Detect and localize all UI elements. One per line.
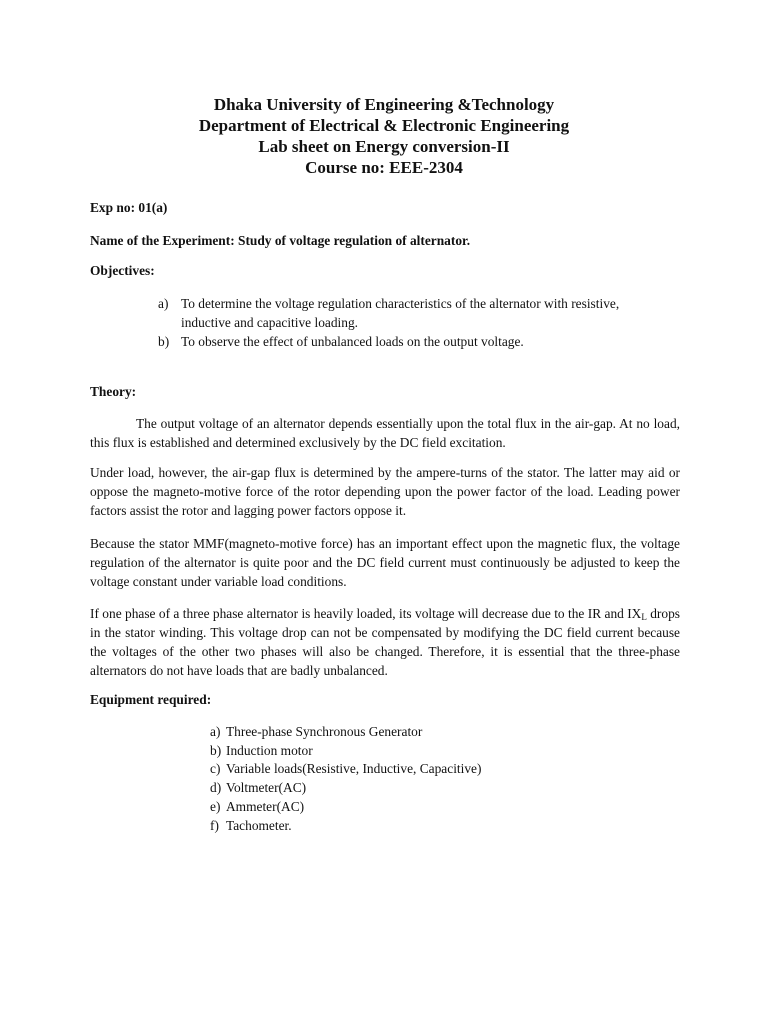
theory-heading: Theory:	[90, 384, 137, 399]
equipment-text: Voltmeter(AC)	[226, 780, 307, 796]
list-item	[210, 742, 590, 761]
list-marker: e)	[210, 798, 221, 814]
equipment-list	[210, 723, 590, 835]
list-item	[210, 817, 590, 836]
theory-paragraph-2: Under load, however, the air-gap flux is determined by the ampere-turns of the stator. The latter may aid or oppose the magneto-motive force of the rotor depending upon the power factor of the load. Leading power factors assist the rotor and lagging power factors oppose it.	[90, 465, 680, 518]
objective-text: To determine the voltage regulation characteristics of the alternator with resistive, inductive and capacitive loading.	[181, 296, 620, 330]
list-marker: f)	[210, 817, 219, 833]
theory-paragraph-1: The output voltage of an alternator depends essentially upon the total flux in the air-gap. At no load, this flux is established and determined exclusively by the DC field excitation.	[90, 416, 680, 450]
list-marker: a)	[158, 296, 169, 311]
equipment-text: Variable loads(Resistive, Inductive, Capacitive)	[226, 761, 482, 777]
list-item	[158, 332, 658, 351]
course-number: Course no: EEE-2304	[305, 158, 463, 177]
objectives-heading: Objectives:	[90, 263, 155, 278]
list-marker: b)	[210, 742, 222, 758]
objectives-list	[158, 294, 658, 351]
lab-sheet-title: Lab sheet on Energy conversion-II	[258, 137, 510, 156]
theory-paragraph-3: Because the stator MMF(magneto-motive force) has an important effect upon the magnetic flux, the voltage regulation of the alternator is quite poor and the DC field current must continuously be adjusted to keep the voltage constant under variable load conditions.	[90, 536, 680, 589]
theory-paragraph-4-end: drops in the stator winding. This voltage drop can not be compensated by modifying the DC field current because the voltages of the other two phases will also be changed. Therefore, it is essential that the three-phase alternators do not have loads that are badly unbalanced.	[90, 606, 680, 678]
list-item	[158, 294, 658, 332]
list-marker: b)	[158, 334, 170, 349]
list-marker: d)	[210, 780, 222, 796]
equipment-text: Tachometer.	[226, 817, 292, 833]
theory-paragraph-4-start: If one phase of a three phase alternator is heavily loaded, its voltage will decrease due to the IR and IX	[90, 606, 642, 621]
theory-paragraph-4	[90, 604, 680, 680]
equipment-heading: Equipment required:	[90, 692, 212, 707]
list-item	[210, 779, 590, 798]
experiment-name: Name of the Experiment: Study of voltage regulation of alternator.	[90, 233, 471, 248]
list-item	[210, 760, 590, 779]
equipment-text: Three-phase Synchronous Generator	[226, 724, 423, 739]
subscript-l: L	[641, 612, 647, 622]
department-name: Department of Electrical & Electronic Engineering	[198, 116, 570, 135]
list-item	[210, 798, 590, 817]
list-marker: c)	[210, 761, 221, 777]
equipment-text: Ammeter(AC)	[226, 798, 305, 814]
list-item	[210, 723, 590, 742]
equipment-text: Induction motor	[226, 742, 313, 758]
list-marker: a)	[210, 724, 221, 739]
experiment-number: Exp no: 01(a)	[90, 200, 168, 215]
university-name: Dhaka University of Engineering &Technology	[213, 95, 555, 114]
document-header	[0, 94, 768, 178]
objective-text: To observe the effect of unbalanced loads on the output voltage.	[181, 334, 524, 349]
